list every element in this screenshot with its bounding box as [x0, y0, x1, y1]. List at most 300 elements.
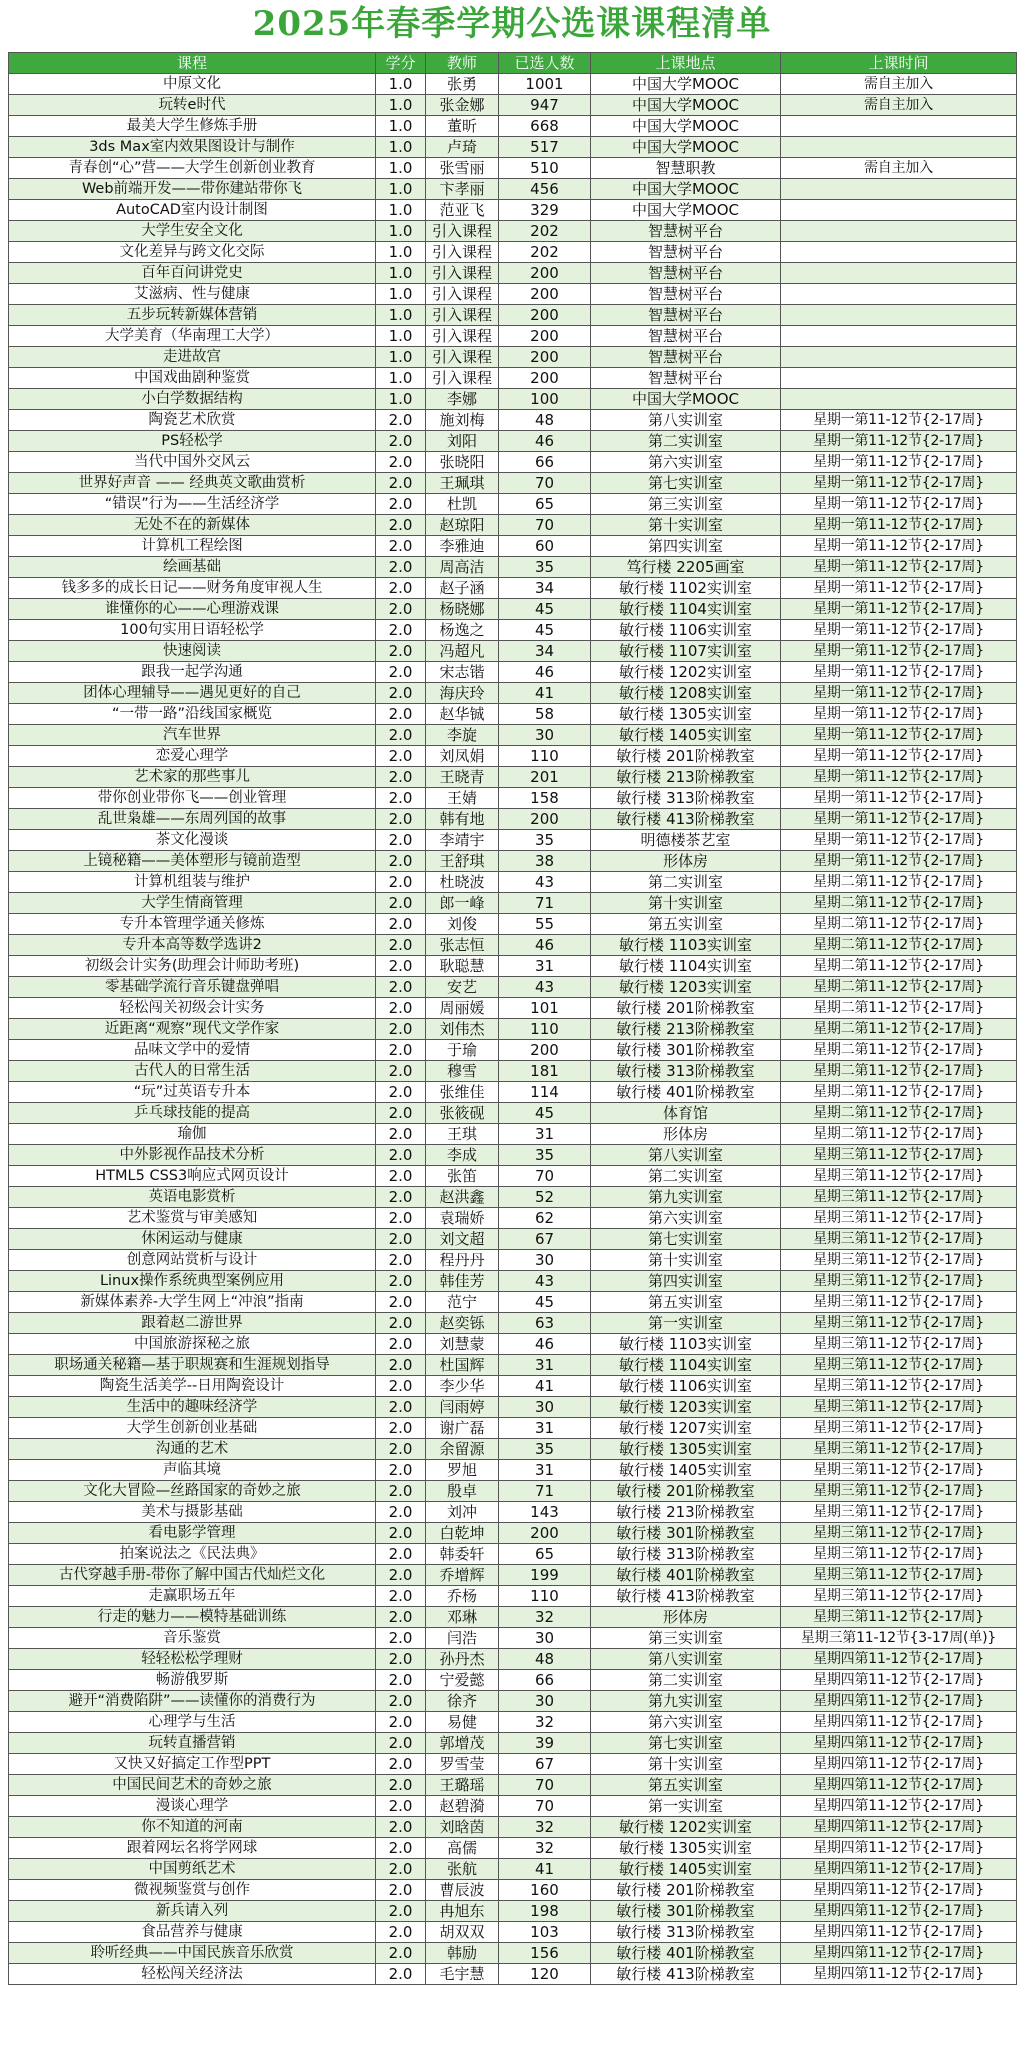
cell-teacher: 范宁: [426, 1292, 499, 1313]
cell-course: 古代人的日常生活: [9, 1061, 376, 1082]
cell-credit: 1.0: [376, 221, 426, 242]
cell-time: 星期二第11-12节{2-17周}: [781, 977, 1017, 998]
cell-course: 百年百问讲党史: [9, 263, 376, 284]
cell-location: 敏行楼 1208实训室: [591, 683, 781, 704]
table-row: [9, 263, 1017, 284]
table-row: [9, 1859, 1017, 1880]
cell-course: “玩”过英语专升本: [9, 1082, 376, 1103]
table-row: [9, 1271, 1017, 1292]
cell-teacher: 王婧: [426, 788, 499, 809]
cell-course: 初级会计实务(助理会计师助考班): [9, 956, 376, 977]
cell-credit: 2.0: [376, 1271, 426, 1292]
table-row: [9, 515, 1017, 536]
cell-location: 第六实训室: [591, 1208, 781, 1229]
cell-time: 星期二第11-12节{2-17周}: [781, 872, 1017, 893]
cell-location: 第八实训室: [591, 1649, 781, 1670]
cell-credit: 2.0: [376, 1586, 426, 1607]
cell-enrolled: 48: [499, 410, 591, 431]
cell-credit: 2.0: [376, 494, 426, 515]
cell-credit: 1.0: [376, 158, 426, 179]
table-row: [9, 389, 1017, 410]
cell-credit: 2.0: [376, 1565, 426, 1586]
header-location: 上课地点: [591, 53, 781, 74]
cell-location: 敏行楼 1106实训室: [591, 1376, 781, 1397]
cell-teacher: 韩有地: [426, 809, 499, 830]
cell-time: 星期一第11-12节{2-17周}: [781, 725, 1017, 746]
cell-course: 中国民间艺术的奇妙之旅: [9, 1775, 376, 1796]
cell-enrolled: 200: [499, 1040, 591, 1061]
cell-teacher: 赵华铖: [426, 704, 499, 725]
cell-time: 星期四第11-12节{2-17周}: [781, 1670, 1017, 1691]
cell-enrolled: 41: [499, 1859, 591, 1880]
cell-location: 中国大学MOOC: [591, 95, 781, 116]
cell-credit: 2.0: [376, 683, 426, 704]
cell-location: 敏行楼 413阶梯教室: [591, 809, 781, 830]
table-row: [9, 1733, 1017, 1754]
cell-time: 星期三第11-12节{2-17周}: [781, 1460, 1017, 1481]
cell-course: 最美大学生修炼手册: [9, 116, 376, 137]
cell-teacher: 邓琳: [426, 1607, 499, 1628]
cell-time: 星期四第11-12节{2-17周}: [781, 1712, 1017, 1733]
cell-credit: 2.0: [376, 1775, 426, 1796]
cell-course: 100句实用日语轻松学: [9, 620, 376, 641]
cell-teacher: 李旋: [426, 725, 499, 746]
cell-teacher: 高儒: [426, 1838, 499, 1859]
cell-teacher: 赵洪鑫: [426, 1187, 499, 1208]
cell-course: 茶文化漫谈: [9, 830, 376, 851]
cell-teacher: 闫雨婷: [426, 1397, 499, 1418]
cell-credit: 2.0: [376, 1439, 426, 1460]
cell-course: 绘画基础: [9, 557, 376, 578]
cell-credit: 2.0: [376, 1040, 426, 1061]
cell-time: 星期三第11-12节{2-17周}: [781, 1607, 1017, 1628]
cell-enrolled: 143: [499, 1502, 591, 1523]
table-row: [9, 1187, 1017, 1208]
cell-credit: 2.0: [376, 431, 426, 452]
cell-teacher: 张勇: [426, 74, 499, 95]
table-body: [9, 74, 1017, 1985]
table-row: [9, 1817, 1017, 1838]
cell-credit: 2.0: [376, 704, 426, 725]
cell-teacher: 赵奕铄: [426, 1313, 499, 1334]
cell-enrolled: 456: [499, 179, 591, 200]
table-row: [9, 725, 1017, 746]
cell-teacher: 刘冲: [426, 1502, 499, 1523]
cell-enrolled: 67: [499, 1229, 591, 1250]
cell-enrolled: 200: [499, 305, 591, 326]
cell-enrolled: 1001: [499, 74, 591, 95]
cell-credit: 1.0: [376, 368, 426, 389]
cell-time: 星期四第11-12节{2-17周}: [781, 1880, 1017, 1901]
cell-credit: 2.0: [376, 410, 426, 431]
cell-location: 第十实训室: [591, 1754, 781, 1775]
cell-enrolled: 31: [499, 956, 591, 977]
cell-location: 敏行楼 1102实训室: [591, 578, 781, 599]
cell-course: 五步玩转新媒体营销: [9, 305, 376, 326]
cell-teacher: 李靖宇: [426, 830, 499, 851]
cell-teacher: 张笛: [426, 1166, 499, 1187]
cell-teacher: 赵子涵: [426, 578, 499, 599]
cell-credit: 1.0: [376, 179, 426, 200]
cell-course: 陶瓷生活美学--日用陶瓷设计: [9, 1376, 376, 1397]
cell-location: 敏行楼 1405实训室: [591, 1460, 781, 1481]
cell-enrolled: 31: [499, 1418, 591, 1439]
cell-location: 敏行楼 301阶梯教室: [591, 1040, 781, 1061]
cell-location: 第三实训室: [591, 494, 781, 515]
cell-teacher: 范亚飞: [426, 200, 499, 221]
cell-teacher: 易健: [426, 1712, 499, 1733]
cell-teacher: 张晓阳: [426, 452, 499, 473]
cell-teacher: 引入课程: [426, 242, 499, 263]
table-row: [9, 200, 1017, 221]
table-row: [9, 1880, 1017, 1901]
cell-course: 看电影学管理: [9, 1523, 376, 1544]
cell-enrolled: 45: [499, 620, 591, 641]
cell-credit: 2.0: [376, 1922, 426, 1943]
table-row: [9, 1523, 1017, 1544]
cell-course: 职场通关秘籍—基于职规赛和生涯规划指导: [9, 1355, 376, 1376]
cell-time: 星期三第11-12节{2-17周}: [781, 1292, 1017, 1313]
cell-credit: 1.0: [376, 116, 426, 137]
cell-credit: 1.0: [376, 326, 426, 347]
cell-time: 星期四第11-12节{2-17周}: [781, 1733, 1017, 1754]
cell-location: 第一实训室: [591, 1796, 781, 1817]
cell-enrolled: 31: [499, 1124, 591, 1145]
cell-location: 第八实训室: [591, 410, 781, 431]
cell-enrolled: 65: [499, 494, 591, 515]
cell-enrolled: 70: [499, 473, 591, 494]
cell-enrolled: 110: [499, 746, 591, 767]
cell-location: 智慧树平台: [591, 368, 781, 389]
cell-teacher: 张航: [426, 1859, 499, 1880]
cell-time: 星期二第11-12节{2-17周}: [781, 956, 1017, 977]
cell-enrolled: 46: [499, 431, 591, 452]
cell-course: 带你创业带你飞——创业管理: [9, 788, 376, 809]
cell-time: 星期一第11-12节{2-17周}: [781, 557, 1017, 578]
table-row: [9, 767, 1017, 788]
cell-teacher: 引入课程: [426, 263, 499, 284]
table-row: [9, 1922, 1017, 1943]
cell-course: 行走的魅力——模特基础训练: [9, 1607, 376, 1628]
cell-enrolled: 43: [499, 977, 591, 998]
cell-enrolled: 201: [499, 767, 591, 788]
cell-time: 星期三第11-12节{3-17周(单)}: [781, 1628, 1017, 1649]
cell-credit: 2.0: [376, 1649, 426, 1670]
cell-time: [781, 389, 1017, 410]
table-row: [9, 1397, 1017, 1418]
cell-location: 智慧树平台: [591, 242, 781, 263]
cell-time: 星期一第11-12节{2-17周}: [781, 641, 1017, 662]
cell-course: 团体心理辅导——遇见更好的自己: [9, 683, 376, 704]
cell-time: 星期一第11-12节{2-17周}: [781, 788, 1017, 809]
cell-credit: 2.0: [376, 1502, 426, 1523]
cell-time: 星期一第11-12节{2-17周}: [781, 452, 1017, 473]
cell-location: 智慧树平台: [591, 326, 781, 347]
cell-course: 跟着赵二游世界: [9, 1313, 376, 1334]
cell-location: 智慧职教: [591, 158, 781, 179]
cell-credit: 2.0: [376, 851, 426, 872]
cell-course: 微视频鉴赏与创作: [9, 1880, 376, 1901]
cell-course: Web前端开发——带你建站带你飞: [9, 179, 376, 200]
cell-course: 艺术鉴赏与审美感知: [9, 1208, 376, 1229]
cell-course: 大学生安全文化: [9, 221, 376, 242]
cell-time: 星期一第11-12节{2-17周}: [781, 599, 1017, 620]
header-time: 上课时间: [781, 53, 1017, 74]
header-credit: 学分: [376, 53, 426, 74]
cell-enrolled: 200: [499, 263, 591, 284]
cell-credit: 1.0: [376, 137, 426, 158]
cell-course: 美术与摄影基础: [9, 1502, 376, 1523]
cell-teacher: 卢琦: [426, 137, 499, 158]
cell-enrolled: 200: [499, 809, 591, 830]
cell-enrolled: 45: [499, 1292, 591, 1313]
cell-course: 跟着网坛名将学网球: [9, 1838, 376, 1859]
cell-enrolled: 30: [499, 1397, 591, 1418]
cell-location: 中国大学MOOC: [591, 200, 781, 221]
table-row: [9, 368, 1017, 389]
cell-enrolled: 30: [499, 1691, 591, 1712]
cell-teacher: 引入课程: [426, 347, 499, 368]
table-row: [9, 1565, 1017, 1586]
cell-time: 星期二第11-12节{2-17周}: [781, 1103, 1017, 1124]
table-row: [9, 1019, 1017, 1040]
cell-credit: 2.0: [376, 536, 426, 557]
cell-course: 中原文化: [9, 74, 376, 95]
cell-location: 敏行楼 413阶梯教室: [591, 1964, 781, 1985]
cell-teacher: 袁瑞娇: [426, 1208, 499, 1229]
cell-location: 第六实训室: [591, 1712, 781, 1733]
cell-time: 星期一第11-12节{2-17周}: [781, 620, 1017, 641]
cell-teacher: 罗雪莹: [426, 1754, 499, 1775]
cell-course: 避开“消费陷阱”——读懂你的消费行为: [9, 1691, 376, 1712]
cell-credit: 2.0: [376, 1145, 426, 1166]
cell-enrolled: 947: [499, 95, 591, 116]
cell-location: 敏行楼 1305实训室: [591, 704, 781, 725]
cell-course: 文化差异与跨文化交际: [9, 242, 376, 263]
course-table: [8, 52, 1017, 1985]
cell-time: 星期一第11-12节{2-17周}: [781, 662, 1017, 683]
table-row: [9, 1313, 1017, 1334]
cell-teacher: 郭增茂: [426, 1733, 499, 1754]
cell-teacher: 韩励: [426, 1943, 499, 1964]
table-row: [9, 1166, 1017, 1187]
cell-credit: 2.0: [376, 1103, 426, 1124]
cell-time: 星期四第11-12节{2-17周}: [781, 1796, 1017, 1817]
table-row: [9, 599, 1017, 620]
cell-enrolled: 55: [499, 914, 591, 935]
cell-course: 谁懂你的心——心理游戏课: [9, 599, 376, 620]
cell-course: 专升本高等数学选讲2: [9, 935, 376, 956]
cell-location: 敏行楼 1103实训室: [591, 935, 781, 956]
cell-course: 恋爱心理学: [9, 746, 376, 767]
cell-location: 第九实训室: [591, 1691, 781, 1712]
cell-time: 星期二第11-12节{2-17周}: [781, 1061, 1017, 1082]
cell-teacher: 引入课程: [426, 326, 499, 347]
cell-credit: 1.0: [376, 200, 426, 221]
cell-credit: 2.0: [376, 452, 426, 473]
cell-course: “错误”行为——生活经济学: [9, 494, 376, 515]
cell-course: 上镜秘籍——美体塑形与镜前造型: [9, 851, 376, 872]
cell-course: 食品营养与健康: [9, 1922, 376, 1943]
cell-course: 跟我一起学沟通: [9, 662, 376, 683]
cell-course: 乒乓球技能的提高: [9, 1103, 376, 1124]
table-row: [9, 1775, 1017, 1796]
cell-teacher: 刘文超: [426, 1229, 499, 1250]
cell-enrolled: 60: [499, 536, 591, 557]
cell-course: Linux操作系统典型案例应用: [9, 1271, 376, 1292]
cell-enrolled: 58: [499, 704, 591, 725]
table-row: [9, 1229, 1017, 1250]
cell-teacher: 刘慧蒙: [426, 1334, 499, 1355]
cell-time: 星期一第11-12节{2-17周}: [781, 746, 1017, 767]
cell-enrolled: 114: [499, 1082, 591, 1103]
cell-enrolled: 35: [499, 1145, 591, 1166]
cell-course: 陶瓷艺术欣赏: [9, 410, 376, 431]
cell-teacher: 周高洁: [426, 557, 499, 578]
cell-teacher: 曹辰波: [426, 1880, 499, 1901]
cell-teacher: 谢广磊: [426, 1418, 499, 1439]
cell-course: 新媒体素养-大学生网上“冲浪”指南: [9, 1292, 376, 1313]
cell-credit: 2.0: [376, 641, 426, 662]
table-row: [9, 1355, 1017, 1376]
cell-time: 星期四第11-12节{2-17周}: [781, 1838, 1017, 1859]
cell-teacher: 乔增辉: [426, 1565, 499, 1586]
cell-credit: 2.0: [376, 1670, 426, 1691]
cell-enrolled: 45: [499, 1103, 591, 1124]
cell-time: 星期一第11-12节{2-17周}: [781, 473, 1017, 494]
cell-credit: 2.0: [376, 956, 426, 977]
cell-teacher: 引入课程: [426, 284, 499, 305]
cell-location: 敏行楼 213阶梯教室: [591, 1502, 781, 1523]
cell-course: 大学生创新创业基础: [9, 1418, 376, 1439]
cell-enrolled: 62: [499, 1208, 591, 1229]
cell-time: 星期三第11-12节{2-17周}: [781, 1229, 1017, 1250]
cell-location: 中国大学MOOC: [591, 74, 781, 95]
cell-teacher: 郎一峰: [426, 893, 499, 914]
cell-time: 星期二第11-12节{2-17周}: [781, 1040, 1017, 1061]
cell-enrolled: 65: [499, 1544, 591, 1565]
cell-enrolled: 156: [499, 1943, 591, 1964]
table-row: [9, 1481, 1017, 1502]
cell-course: 小白学数据结构: [9, 389, 376, 410]
cell-teacher: 杜国辉: [426, 1355, 499, 1376]
cell-teacher: 刘凤娟: [426, 746, 499, 767]
cell-credit: 2.0: [376, 788, 426, 809]
table-row: [9, 998, 1017, 1019]
cell-course: 中国戏曲剧种鉴赏: [9, 368, 376, 389]
cell-credit: 2.0: [376, 767, 426, 788]
table-row: [9, 620, 1017, 641]
table-row: [9, 1649, 1017, 1670]
cell-credit: 2.0: [376, 872, 426, 893]
cell-credit: 2.0: [376, 1061, 426, 1082]
cell-location: 第七实训室: [591, 1733, 781, 1754]
cell-time: 星期一第11-12节{2-17周}: [781, 578, 1017, 599]
cell-time: [781, 368, 1017, 389]
cell-teacher: 乔杨: [426, 1586, 499, 1607]
cell-teacher: 董昕: [426, 116, 499, 137]
cell-time: 星期三第11-12节{2-17周}: [781, 1355, 1017, 1376]
cell-enrolled: 46: [499, 935, 591, 956]
cell-course: 中国旅游探秘之旅: [9, 1334, 376, 1355]
cell-time: 星期一第11-12节{2-17周}: [781, 767, 1017, 788]
table-row: [9, 473, 1017, 494]
cell-time: [781, 242, 1017, 263]
cell-credit: 2.0: [376, 809, 426, 830]
cell-time: [781, 284, 1017, 305]
cell-time: [781, 179, 1017, 200]
cell-course: 走进故宫: [9, 347, 376, 368]
cell-course: 走赢职场五年: [9, 1586, 376, 1607]
cell-course: 艺术家的那些事儿: [9, 767, 376, 788]
cell-time: 星期四第11-12节{2-17周}: [781, 1775, 1017, 1796]
cell-enrolled: 35: [499, 557, 591, 578]
cell-credit: 2.0: [376, 1859, 426, 1880]
cell-enrolled: 35: [499, 830, 591, 851]
cell-enrolled: 41: [499, 683, 591, 704]
cell-location: 敏行楼 1104实训室: [591, 599, 781, 620]
cell-teacher: 白乾坤: [426, 1523, 499, 1544]
cell-enrolled: 46: [499, 662, 591, 683]
cell-course: HTML5 CSS3响应式网页设计: [9, 1166, 376, 1187]
cell-course: 英语电影赏析: [9, 1187, 376, 1208]
cell-location: 敏行楼 1305实训室: [591, 1838, 781, 1859]
cell-location: 敏行楼 201阶梯教室: [591, 1880, 781, 1901]
cell-location: 第五实训室: [591, 1292, 781, 1313]
cell-teacher: 徐齐: [426, 1691, 499, 1712]
cell-course: 大学美育（华南理工大学）: [9, 326, 376, 347]
cell-location: 第一实训室: [591, 1313, 781, 1334]
cell-time: 星期四第11-12节{2-17周}: [781, 1649, 1017, 1670]
cell-location: 敏行楼 1203实训室: [591, 1397, 781, 1418]
cell-time: 星期三第11-12节{2-17周}: [781, 1145, 1017, 1166]
cell-teacher: 张筱砚: [426, 1103, 499, 1124]
cell-teacher: 周丽媛: [426, 998, 499, 1019]
table-row: [9, 1460, 1017, 1481]
cell-time: 星期一第11-12节{2-17周}: [781, 683, 1017, 704]
cell-teacher: 刘俊: [426, 914, 499, 935]
cell-credit: 1.0: [376, 347, 426, 368]
cell-course: 休闲运动与健康: [9, 1229, 376, 1250]
cell-enrolled: 43: [499, 872, 591, 893]
cell-location: 第二实训室: [591, 1670, 781, 1691]
cell-credit: 2.0: [376, 1250, 426, 1271]
cell-credit: 2.0: [376, 473, 426, 494]
table-row: [9, 1250, 1017, 1271]
cell-credit: 1.0: [376, 263, 426, 284]
cell-teacher: 冉旭东: [426, 1901, 499, 1922]
table-row: [9, 179, 1017, 200]
cell-location: 敏行楼 301阶梯教室: [591, 1901, 781, 1922]
cell-teacher: 孙丹杰: [426, 1649, 499, 1670]
cell-enrolled: 200: [499, 284, 591, 305]
table-row: [9, 242, 1017, 263]
cell-time: 星期三第11-12节{2-17周}: [781, 1187, 1017, 1208]
cell-course: 拍案说法之《民法典》: [9, 1544, 376, 1565]
table-row: [9, 1502, 1017, 1523]
cell-credit: 1.0: [376, 95, 426, 116]
table-row: [9, 284, 1017, 305]
cell-time: 需自主加入: [781, 74, 1017, 95]
cell-enrolled: 32: [499, 1712, 591, 1733]
table-row: [9, 74, 1017, 95]
cell-enrolled: 48: [499, 1649, 591, 1670]
cell-enrolled: 103: [499, 1922, 591, 1943]
cell-location: 智慧树平台: [591, 305, 781, 326]
cell-location: 敏行楼 1103实训室: [591, 1334, 781, 1355]
cell-credit: 2.0: [376, 662, 426, 683]
cell-location: 第三实训室: [591, 1628, 781, 1649]
